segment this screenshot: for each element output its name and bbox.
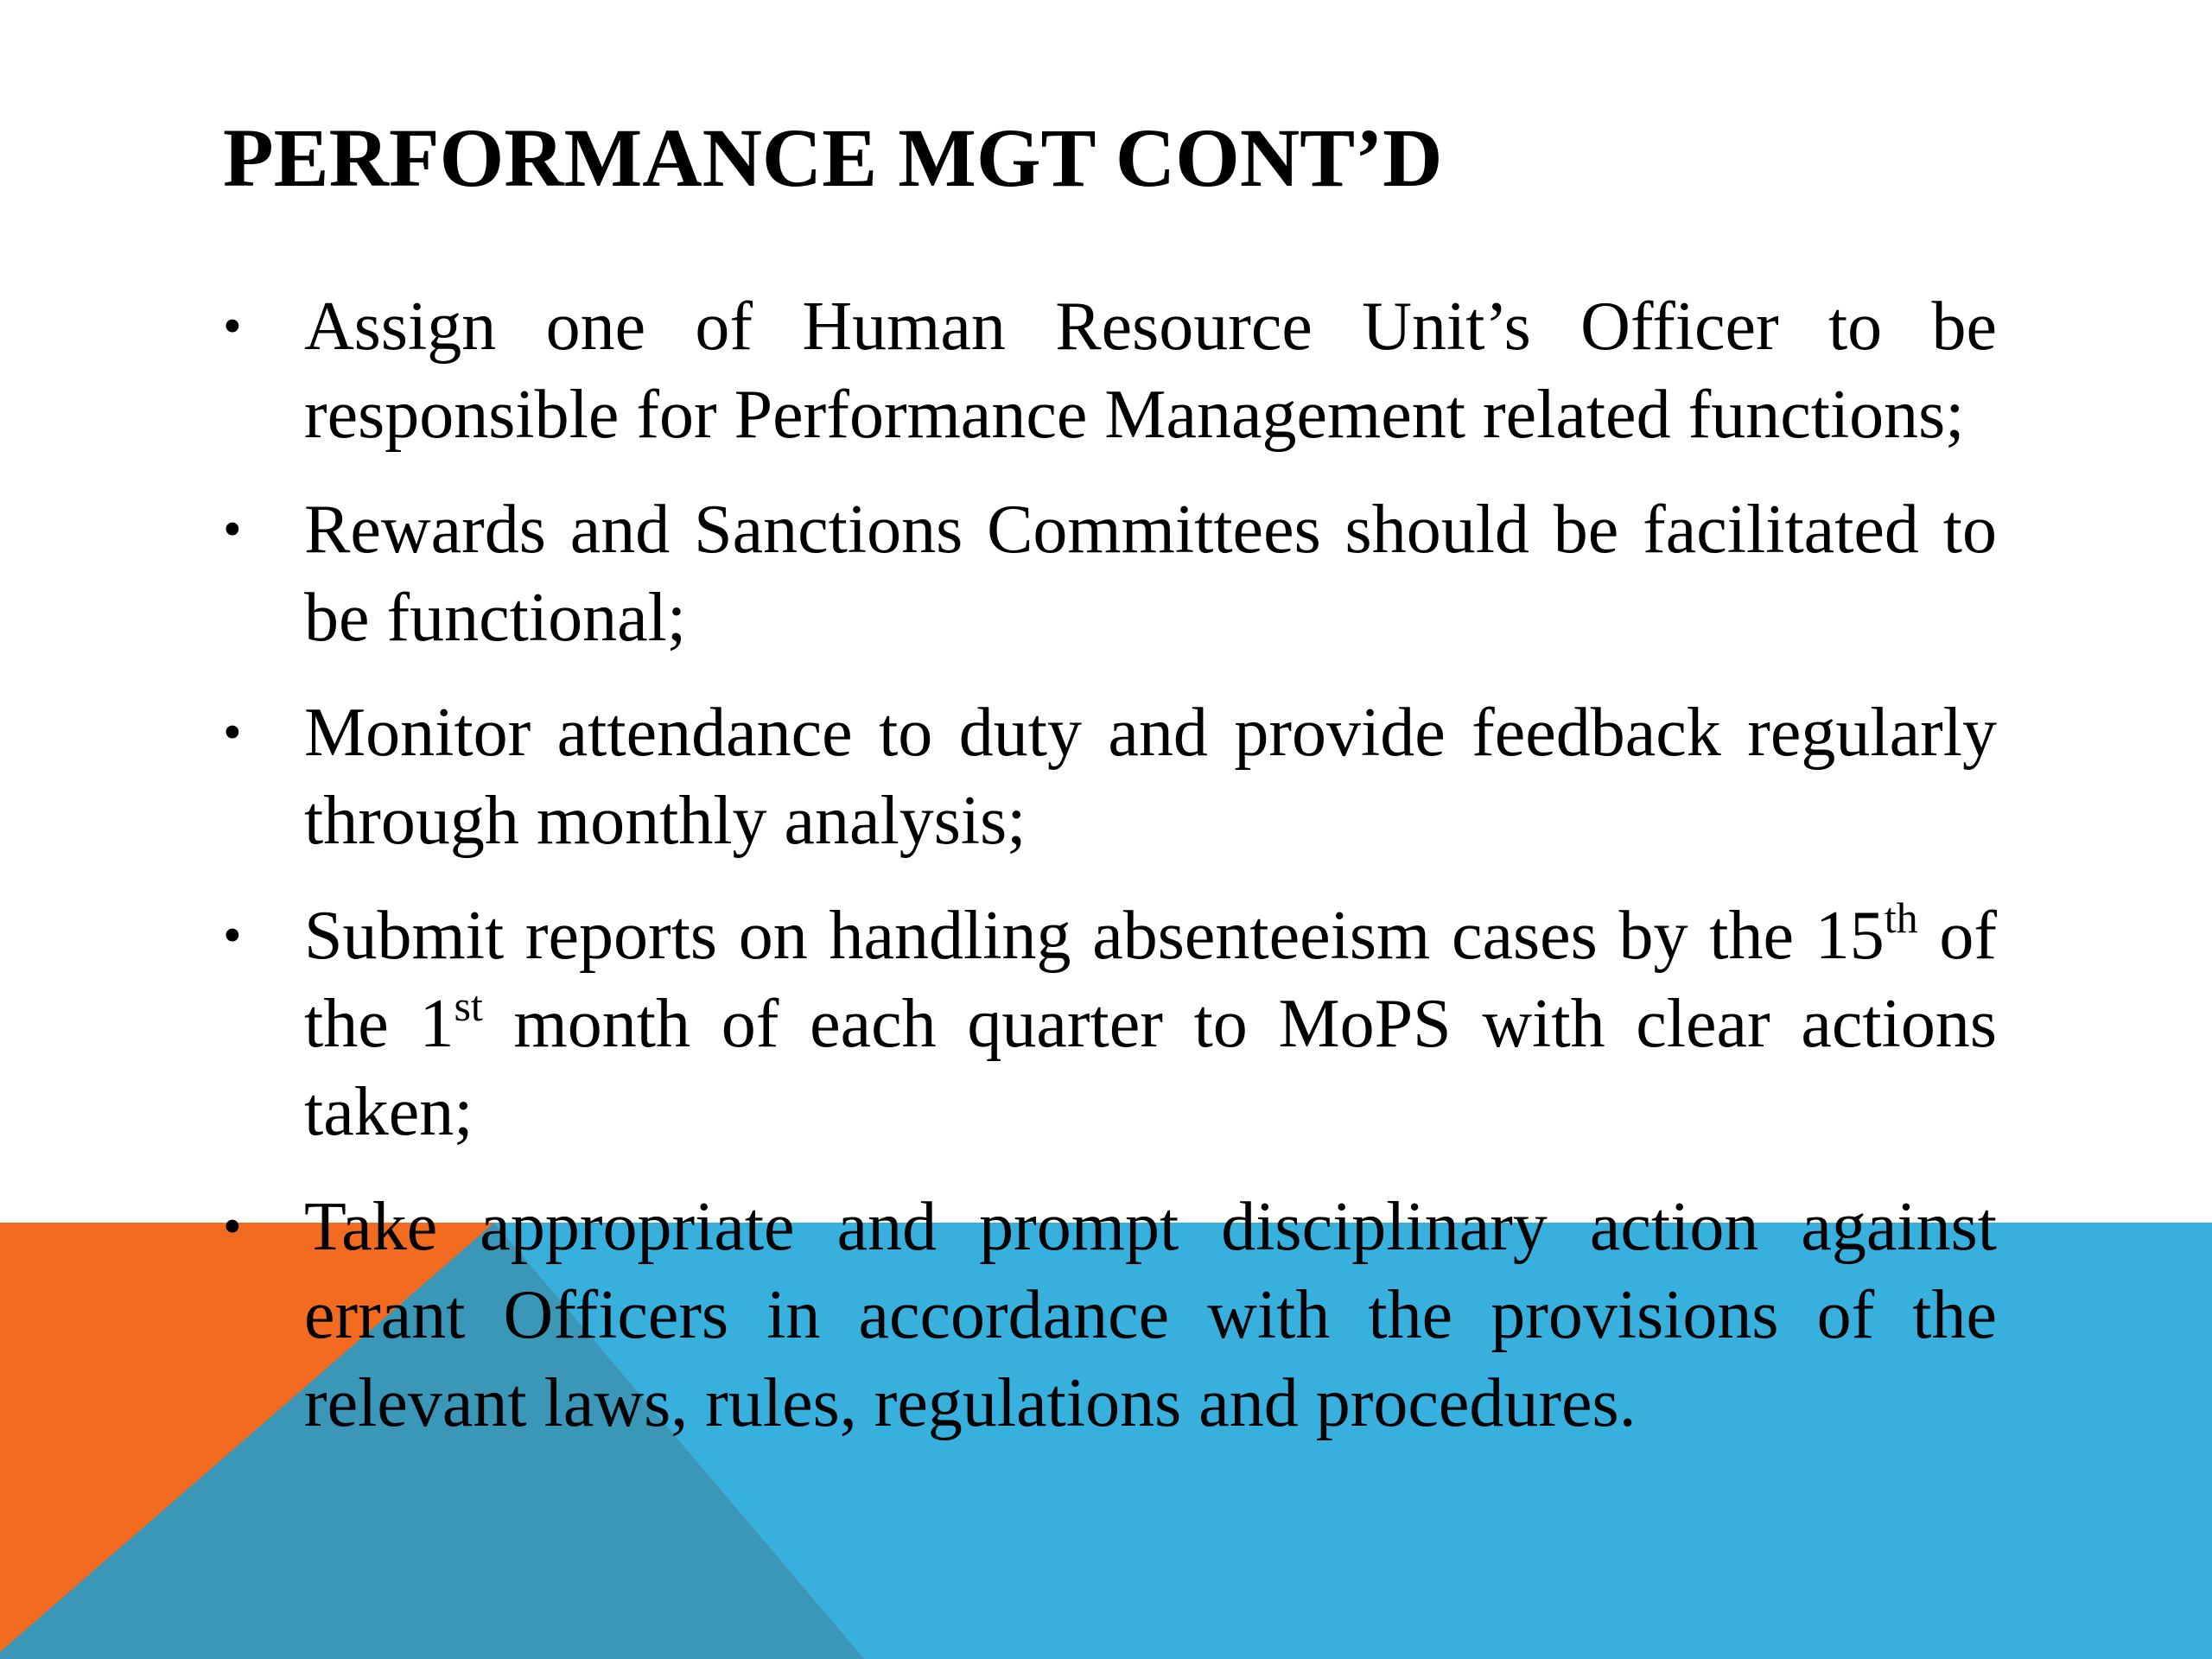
bullet-text: Assign one of Human Resource Unit’s Officer to be responsible for Performance Management related functions; [304, 289, 1997, 453]
bullet-text: Rewards and Sanctions Committees should be facilitated to be functional; [304, 492, 1997, 656]
bullet-icon: • [223, 703, 242, 762]
bullet-text-part: of the 1 [304, 898, 1998, 1062]
bullet-text-part: month of each quarter to MoPS with clear actions taken; [304, 986, 1998, 1150]
bullet-text-part: Submit reports on handling absenteeism cases by the 15 [304, 898, 1885, 974]
bullet-text: Take appropriate and prompt disciplinary action against errant Officers in accordance with the provisions of the relevant laws, rules, regulations and procedures. [304, 1189, 1997, 1441]
bullet-icon: • [223, 1198, 242, 1256]
bullet-list [223, 283, 1997, 1474]
bullet-icon: • [223, 297, 242, 356]
bullet-text: Monitor attendance to duty and provide feedback regularly through monthly analysis; [304, 695, 1997, 859]
bullet-item-hr-officer [223, 283, 1997, 459]
bullet-item-submit-reports [223, 892, 1997, 1156]
bullet-icon: • [223, 500, 242, 559]
slide-title: PERFORMANCE MGT CONT’D [223, 111, 1443, 204]
bullet-text [304, 893, 1998, 1150]
ordinal-suffix: st [454, 982, 483, 1030]
bullet-item-monitor-attendance [223, 689, 1997, 865]
ordinal-suffix: th [1884, 893, 1918, 942]
bullet-item-disciplinary-action [223, 1183, 1997, 1447]
bullet-icon: • [223, 906, 242, 965]
bullet-item-rewards-committees [223, 486, 1997, 662]
